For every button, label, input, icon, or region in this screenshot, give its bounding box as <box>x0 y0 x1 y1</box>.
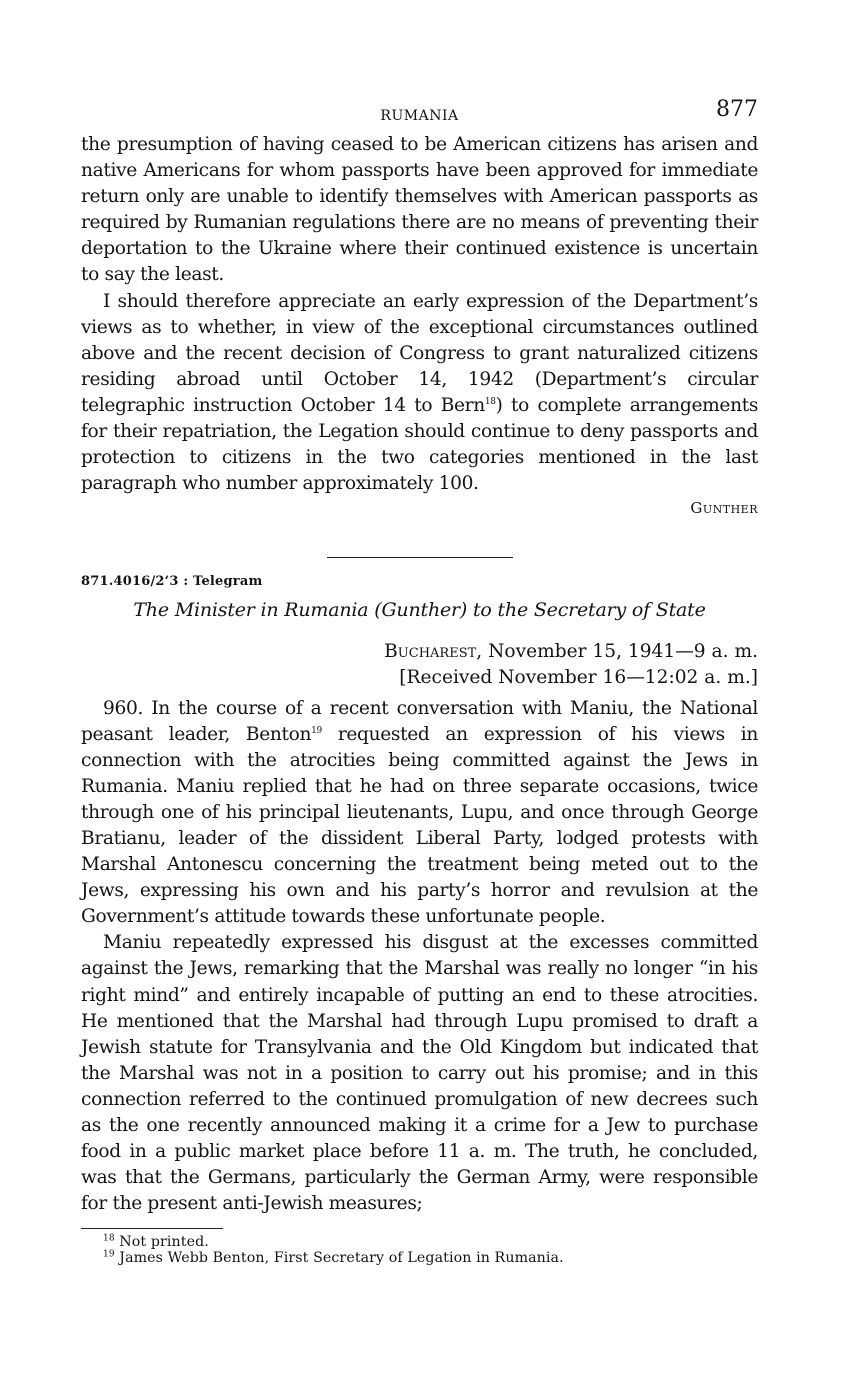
footnote-text: Not printed. <box>119 1234 209 1251</box>
dateline <box>81 639 758 691</box>
file-reference: 871.4016/2‘3 : Telegram <box>81 574 263 590</box>
sent-date: , November 15, 1941—9 a. m. <box>476 641 758 663</box>
received-line: [Received November 16—12:02 a. m.] <box>399 667 758 689</box>
place-name: Bucharest <box>384 641 477 663</box>
continued-paragraph: the presumption of having ceased to be American citizens has arisen and native Americans for whom passports have been approved for immediate return only are unable to identify themselves with American passports as required by Rumanian regulations there are no means of preventing their deportation to the Ukraine where their continued existence is uncertain to say the least. <box>81 134 758 286</box>
telegram-paragraph-2: Maniu repeatedly expressed his disgust at the excesses committed against the Jews, remarking that the Marshal was really no longer “in his right mind” and entirely incapable of putting an end to these atrocities. He mentioned that the Marshal had through Lupu promised to draft a Jewish statute for Transylvania and the Old Kingdom but indicated that the Marshal was not in a position to carry out his promise; and in this connection referred to the continued promulgation of new decrees such as the one recently announced making it a crime for a Jew to purchase food in a public market place before 11 a. m. The truth, he concluded, was that the Germans, particularly the German Army, were responsible for the present anti-Jewish measures; <box>81 932 758 1215</box>
telegram-paragraph-1 <box>81 696 758 931</box>
footnote-number: 18 <box>103 1233 115 1244</box>
request-text-part2: ) to complete arrangements for their repatriation, the Legation should continue to deny passports and protection to citizens in the two categories mentioned in the last paragraph who number approximately 100. <box>81 394 759 495</box>
document-page <box>81 92 758 1266</box>
signature: Gunther <box>690 499 758 518</box>
running-head <box>81 92 758 132</box>
footnote-19 <box>103 1250 758 1266</box>
footnote-ref-18: 18 <box>484 396 496 407</box>
running-title: RUMANIA <box>380 108 459 124</box>
telegram-text-part1: 960. In the course of a recent conversation with Maniu, the National peasant leader, Benton <box>81 697 758 745</box>
document-heading <box>81 599 758 621</box>
request-text-part1: I should therefore appreciate an early expression of the Department’s views as to whether, in view of the exceptional circumstances outlined above and the recent decision of Congress to grant naturalized citizens residing abroad until October 14, 1942 (Department’s circular telegraphic instruction October 14 to Bern <box>81 290 758 416</box>
heading-part1: The Minister in Rumania ( <box>133 599 382 622</box>
footnote-rule <box>81 1228 223 1229</box>
footnote-text: James Webb Benton, First Secretary of Legation in Rumania. <box>119 1250 564 1267</box>
footnote-18 <box>103 1234 758 1250</box>
sent-line <box>81 639 758 665</box>
heading-part2: ) to the Secretary of State <box>459 599 706 622</box>
telegram-text-part2: requested an expression of his views in connection with the atrocities being committed against the Jews in Rumania. Maniu replied that he had on three separate occasions, twice through one of his principal lieutenants, Lupu, and once through George Bratianu, leader of the dissident Liberal Party, lodged protests with Marshal Antonescu concerning the treatment being meted out to the Jews, expressing his own and his party’s horror and revulsion at the Government’s attitude towards these unfortunate people. <box>81 723 758 928</box>
request-paragraph <box>81 289 758 498</box>
section-divider <box>327 557 513 558</box>
heading-name: Gunther <box>381 599 460 622</box>
footnote-number: 19 <box>103 1249 115 1260</box>
footnotes <box>81 1234 758 1266</box>
page-number: 877 <box>716 97 758 122</box>
footnote-ref-19: 19 <box>311 725 322 736</box>
